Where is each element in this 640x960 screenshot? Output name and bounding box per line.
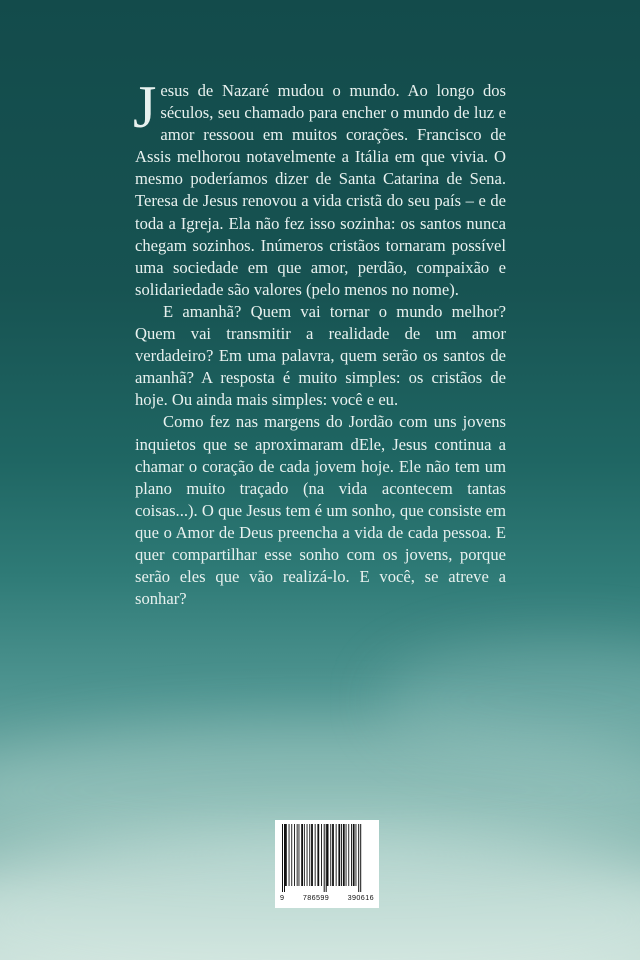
barcode-bar (321, 824, 322, 886)
barcode-bar (301, 824, 303, 886)
barcode-bar (336, 824, 337, 886)
barcode-bar (311, 824, 313, 886)
barcode-bar (294, 824, 295, 886)
barcode-bar (317, 824, 319, 886)
blurb-paragraph-3: Como fez nas margens do Jordão com uns jovens inquietos que se aproximaram dEle, Jesus continua a chamar o coração de cada jovem hoje. Ele não tem um plano muito traçado (na vida acontecem tantas coisas...). O que Jesus tem é um sonho, que consiste em que o Amor de Deus preencha a vida de cada pessoa. E quer compartilhar esse sonho com os jovens, porque serão eles que vão realizá-lo. E você, se atreve a sonhar? (135, 412, 506, 609)
barcode-bar (327, 824, 329, 886)
barcode-digit-prefix: 9 (280, 893, 285, 902)
barcode-digit-group-1: 786599 (302, 893, 330, 902)
barcode-bar (299, 824, 300, 886)
barcode-bar (353, 824, 355, 886)
barcode-guard-bar (324, 824, 325, 892)
blurb-text (133, 74, 506, 610)
barcode-bar (341, 824, 342, 886)
barcode-bar (351, 824, 352, 886)
barcode-guard-bar (360, 824, 361, 892)
barcode-bar (285, 824, 287, 886)
blurb-paragraph-1 (133, 74, 506, 301)
barcode-guard-bar (282, 824, 283, 892)
barcode-bar (289, 824, 290, 886)
paragraph-text: esus de Nazaré mudou o mundo. Ao longo dos séculos, seu chamado para encher o mundo de luz e amor ressoou em muitos corações. Francisco de Assis melhorou notavelmente a Itália em que vivia. O mesmo poderíamos dizer de Santa Catarina de Sena. Teresa de Jesus renovou a vida cristã do seu país – e de toda a Igreja. Ela não fez isso sozinha: os santos nunca chegam sozinhos. Inúmeros cristãos tornaram possível uma sociedade em que amor, perdão, compaixão e solidariedade são valores (pelo menos no nome). (135, 81, 506, 299)
barcode-guard-bar (358, 824, 359, 892)
barcode-bar (315, 824, 316, 886)
barcode-bar (297, 824, 298, 886)
barcode-bar (307, 824, 308, 886)
isbn-barcode (275, 820, 379, 908)
barcode-number (280, 893, 374, 902)
barcode-bar (343, 824, 345, 886)
drop-cap: J (133, 74, 157, 140)
barcode-bar (330, 824, 331, 886)
barcode-guard-bar (326, 824, 327, 892)
barcode-bar (338, 824, 340, 886)
barcode-digit-group-2: 390616 (347, 893, 374, 902)
barcode-bar (348, 824, 349, 886)
barcode-bar (346, 824, 347, 886)
barcode-guard-bar (284, 824, 285, 892)
blurb-paragraph-2: E amanhã? Quem vai tornar o mundo melhor? Quem vai transmitir a realidade de um amor verdadeiro? Em uma palavra, quem serão os santos de amanhã? A resposta é muito simples: os cristãos de hoje. Ou ainda mais simples: você e eu. (135, 301, 506, 410)
barcode-bar (332, 824, 334, 886)
barcode-bar (309, 824, 310, 886)
barcode-bars (280, 824, 374, 892)
barcode-bar (291, 824, 292, 886)
barcode-bar (304, 824, 305, 886)
barcode-bar (356, 824, 357, 886)
